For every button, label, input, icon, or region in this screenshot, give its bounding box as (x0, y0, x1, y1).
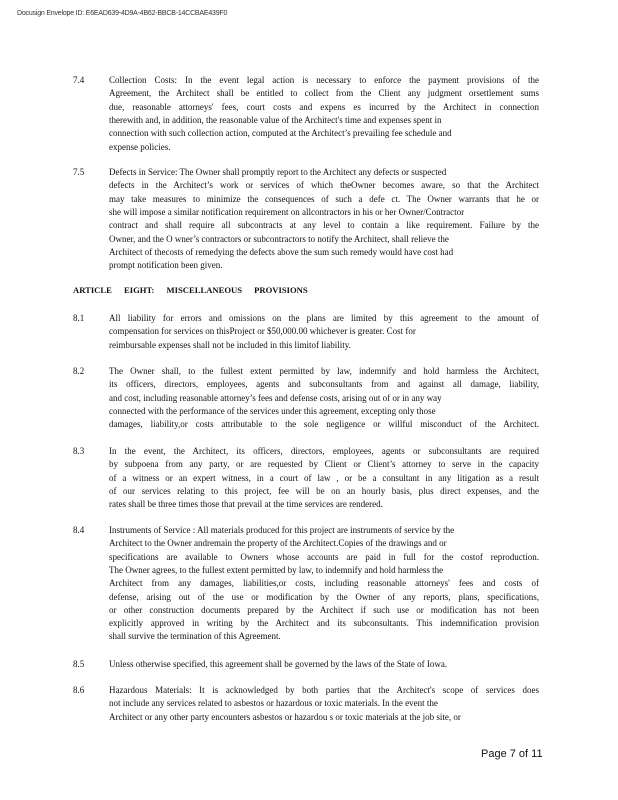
section-text-line: expense policies. (109, 141, 171, 152)
section-text-line: she will impose a similar notification requirement on allcontractors in his or her Owner/Contractor (109, 206, 465, 217)
section-text-line: In the event, the Architect, its officers, directors, employees, agents or subconsultants are required (109, 446, 539, 456)
section-text-line: All liability for errors and omissions on the plans are limited by this agreement to the amount of (109, 313, 539, 323)
section-text-line: defects in the Architect’s work or services of which theOwner becomes aware, so that the Architect (109, 180, 539, 191)
section-text-line: specifications are available to Owners whose accounts are paid in full for the costof reproduction. (109, 551, 539, 562)
section-number: 8.1 (73, 313, 85, 323)
section-text-line: Architect of thecosts of remedying the defects above the sum such remedy would have cost had (109, 246, 454, 257)
section-text-line: connection with such collection action, computed at the Architect’s prevailing fee schedule and (109, 128, 452, 139)
section-text-line: or other construction documents prepared by the Architect if such use or modification has not been (109, 604, 539, 615)
section-text-line: Instruments of Service : All materials produced for this project are instruments of service by the (109, 525, 455, 535)
section-text-line: Owner, and the O wner’s contractors or subcontractors to notify the Architect, shall relieve the (109, 233, 449, 244)
section-text-line: Unless otherwise specified, this agreement shall be governed by the laws of the State of Iowa. (109, 659, 448, 669)
section-text-line: rates shall be three times those that prevail at the time services are rendered. (109, 499, 383, 510)
section-text-line: Architect from any damages, liabilities,or costs, including reasonable attorneys' fees and costs of (109, 578, 539, 589)
section-number: 8.3 (73, 446, 85, 456)
section-text-line: of a witness or an expert witness, in a court of law , or be a consultant in any litigation as a result (109, 472, 539, 483)
section-text-line: explicitly approved in writing by the Architect and its subconsultants. This indemnification provision (109, 618, 539, 629)
section-text-line: by subpoena from any party, or are requested by Client or Client’s attorney to serve in the capacity (109, 459, 539, 470)
section-number: 7.5 (73, 167, 85, 177)
section-text-line: therewith and, in addition, the reasonable value of the Architect's time and expenses spent in (109, 114, 442, 125)
section-text-line: shall survive the termination of this Agreement. (109, 631, 281, 642)
section-text-line: Architect to the Owner andremain the property of the Architect.Copies of the drawings and or (109, 538, 447, 549)
section-number: 8.2 (73, 366, 85, 376)
section-text-line: damages, liability,or costs attributable to the sole negligence or willful misconduct of the Architect. (109, 419, 539, 430)
section-text-line: The Owner agrees, to the fullest extent permitted by law, to indemnify and hold harmless the (109, 564, 444, 575)
section-text-line: The Owner shall, to the fullest extent permitted by law, indemnify and hold harmless the Architect, (109, 366, 539, 376)
section-text-line: Architect or any other party encounters asbestos or hazardou s or toxic materials at the job site, or (109, 711, 461, 722)
section-text-line: Agreement, the Architect shall be entitled to collect from the Client any judgment orsettlement sums (109, 88, 539, 99)
section-text-line: contract and shall require all subcontracts at any level to contain a like requirement. Failure by the (109, 220, 539, 231)
section-text-line: of our services relating to this project, fee will be on an hourly basis, plus direct expenses, and the (109, 485, 539, 496)
section-number: 8.4 (73, 525, 85, 535)
section-text-line: Collection Costs: In the event legal action is necessary to enforce the payment provisions of the (109, 75, 539, 85)
section-number: 7.4 (73, 75, 85, 85)
section-number: 8.6 (73, 685, 85, 695)
section-text-line: its officers, directors, employees, agents and subconsultants from and against all damage, liability, (109, 379, 539, 390)
section-number: 8.5 (73, 659, 85, 669)
section-text-line: connected with the performance of the services under this agreement, excepting only those (109, 405, 436, 416)
section-text-line: Defects in Service: The Owner shall promptly report to the Architect any defects or suspected (109, 167, 447, 177)
section-text-line: not include any services related to asbestos or hazardous or toxic materials. In the event the (109, 698, 438, 709)
section-text-line: prompt notification been given. (109, 260, 223, 271)
section-text-line: may take measures to minimize the consequences of such a defe ct. The Owner warrants that he or (109, 193, 539, 204)
section-text-line: defense, arising out of the use or modification by the Owner of any reports, plans, specifications, (109, 591, 539, 602)
page-number: Page 7 of 11 (481, 748, 543, 760)
envelope-id: Docusign Envelope ID: E6EAD639-4D9A-4B62-BBCB-14CCBAE439F0 (17, 10, 228, 17)
section-text-line: Hazardous Materials: It is acknowledged by both parties that the Architect's scope of services does (109, 685, 539, 695)
section-text-line: reimbursable expenses shall not be included in this limitof liability. (109, 339, 351, 350)
section-text-line: and cost, including reasonable attorney’s fees and defense costs, arising out of or in any way (109, 392, 442, 403)
section-text-line: due, reasonable attorneys' fees, court costs and expens es incurred by the Architect in connection (109, 101, 539, 112)
section-text-line: compensation for services on thisProject or $50,000.00 whichever is greater. Cost for (109, 326, 416, 337)
article-heading: ARTICLE EIGHT: MISCELLANEOUS PROVISIONS (73, 285, 308, 295)
